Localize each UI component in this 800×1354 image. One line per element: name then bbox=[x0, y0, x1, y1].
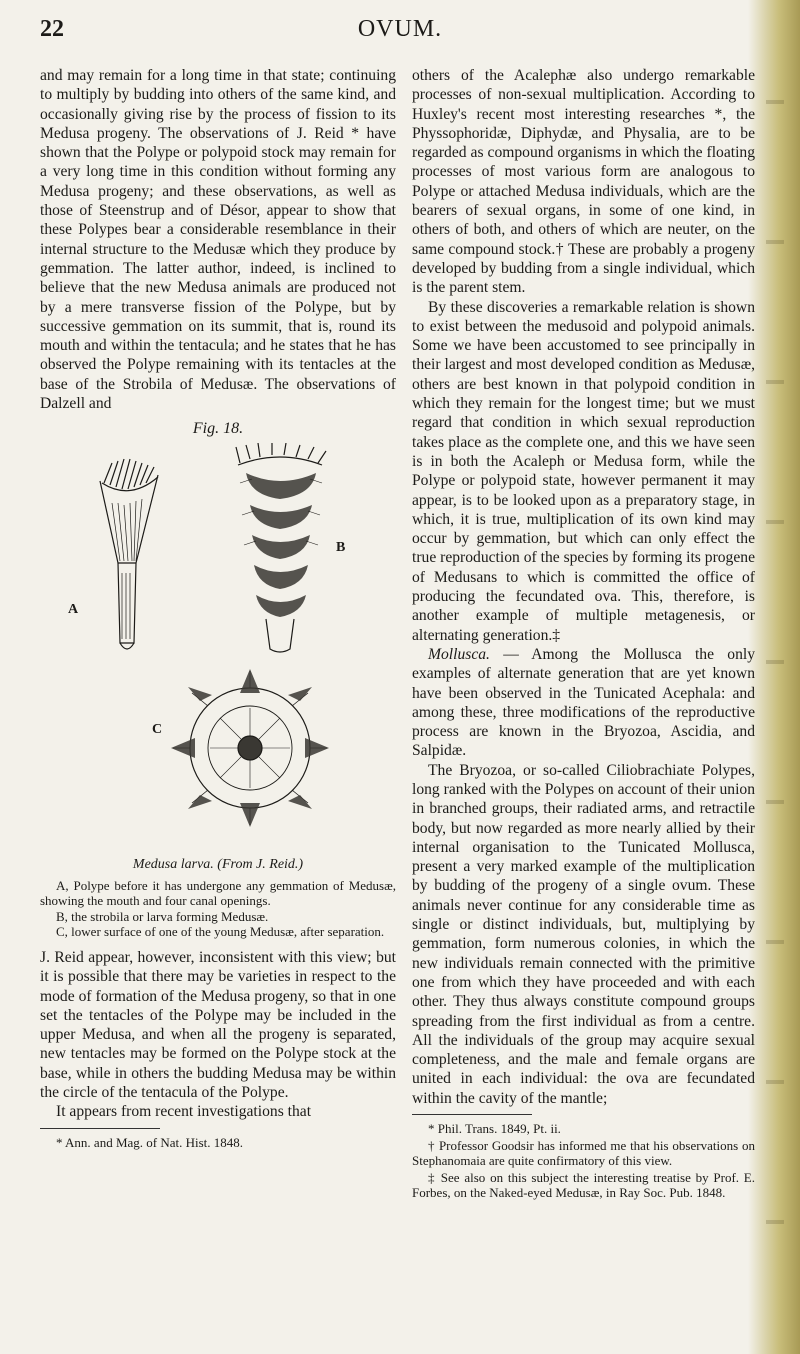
page-edge-binding bbox=[748, 0, 800, 1354]
caption-a: A, Polype before it has undergone any gemmation of Medusæ, showing the mouth and four canal openings. bbox=[40, 877, 396, 909]
left-column bbox=[40, 66, 396, 1151]
right-paragraph-1: others of the Acalephæ also undergo remarkable processes of non-sexual multiplication. According to Huxley's recent most interesting researches *, the Physsophoridæ, Diphydæ, and Physalia, are to be regarded as compound organisms in which the floating processes of most various form are analogous to Polype or attached Medusa individuals, which are the bearers of sexual organs, in some of one kind, in others of both, and others of which are neuter, on the same compound stock.† These are probably a progeny developed by budding from a single individual, which is the parent stem. bbox=[412, 67, 755, 297]
right-paragraph-2: By these discoveries a remarkable relation is shown to exist between the medusoid and polypoid animals. Some we have been accustomed to see principally in their largest and most developed condition as Medusæ, others are best known in that polypoid condition in which they remain for the longest time; but we must regard that condition in which sexual reproduction takes place as the complete one, and this we have seen is in both the Acaleph or Medusa form, while the Polype or polypoid state, however permanent it may appear, is to be looked upon as a preparatory stage, in which, it is true, multiplication of its own kind may occur by gemmation, but which can only effect the true reproduction of the species by forming its progene of Medusans to which is committed the office of producing the fecundated ova. This, therefore, is another example of multiple metagenesis, or alternating generation.‡ bbox=[412, 298, 755, 644]
figure-caption-title bbox=[40, 855, 396, 874]
figure-c-young-medusa bbox=[171, 669, 329, 827]
page-header bbox=[40, 16, 760, 50]
figure-b-strobila bbox=[236, 443, 326, 652]
right-footnote-1: * Phil. Trans. 1849, Pt. ii. bbox=[428, 1121, 561, 1137]
left-paragraph-2: J. Reid appear, however, inconsistent with this view; but it is possible that there may be varieties in respect to the mode of formation of the Medusa progeny, so that in one set the tentacles of the Polype may be included in the upper Medusa, and when all the progeny is separated, new tentacles may be formed on the Polype stock at the base, while in others the budding Medusa may be within the circle of the tentacula of the Polype. bbox=[40, 948, 396, 1102]
right-column bbox=[412, 66, 755, 1202]
figure-letter-a: A bbox=[68, 601, 79, 617]
caption-b: B, the strobila or larva forming Medusæ. bbox=[56, 908, 269, 924]
figure-medusa-larva bbox=[40, 443, 396, 853]
figure-letter-b: B bbox=[336, 539, 346, 555]
figure-caption bbox=[40, 878, 396, 940]
left-paragraph-1: and may remain for a long time in that state; continuing to multiply by budding into others of the same kind, and occasionally giving rise by the process of fission to its Medusa progeny. The observations of J. Reid * have shown that the Polype or polypoid stock may remain for a very long time in this condition without forming any Medusa progeny; and these observations, as well as those of Steenstrup and of Désor, appear to show that these Polypes bear a considerable resemblance in their internal structure to the Medusæ which they produce by gemmation. The latter author, indeed, is inclined to believe that the new Medusa animals are produced not by a mere transverse fission of the Polype, but by successive gemmation on its summit, that is, round its mouth and within the tentacula; and he states that he has observed the Polype remaining with its tentacles at the base of the Strobila of Medusæ. The observations of Dalzell and bbox=[40, 67, 396, 413]
figure-label: Fig. 18. bbox=[192, 420, 244, 438]
figure-a-polype bbox=[100, 459, 158, 649]
medusa-larva-illustration bbox=[40, 443, 396, 853]
mollusca-heading: Mollusca. bbox=[428, 645, 490, 663]
caption-c: C, lower surface of one of the young Medusæ, after separation. bbox=[56, 924, 385, 940]
running-title: OVUM. bbox=[357, 16, 443, 42]
mollusca-body: — Among the Mollusca the only examples of alternate generation that are yet known have been observed in the Tunicated Acephala: and among these, three modifications of the reproductive process are known in the Bryozoa, Ascidia, and Salpidæ. bbox=[412, 645, 755, 760]
caption-source-text: (From J. Reid.) bbox=[217, 856, 304, 872]
right-paragraph-3 bbox=[412, 645, 755, 761]
page-number: 22 bbox=[40, 16, 64, 42]
figure-letter-c: C bbox=[152, 721, 163, 737]
right-footnote-3: ‡ See also on this subject the interesting treatise by Prof. E. Forbes, on the Naked-eyed Medusæ, in Ray Soc. Pub. 1848. bbox=[412, 1169, 755, 1201]
footnote-divider bbox=[40, 1128, 160, 1129]
right-footnotes bbox=[412, 1121, 755, 1201]
left-footnote-1: * Ann. and Mag. of Nat. Hist. 1848. bbox=[56, 1134, 244, 1150]
right-footnote-2: † Professor Goodsir has informed me that his observations on Stephanomaia are quite confirmatory of this view. bbox=[412, 1137, 755, 1169]
footnote-divider-right bbox=[412, 1114, 532, 1115]
left-footnotes bbox=[40, 1135, 396, 1151]
right-paragraph-4: The Bryozoa, or so-called Ciliobrachiate Polypes, long ranked with the Polypes on account of their union in branched groups, their radiated arms, and retractile body, but now regarded as more nearly allied by their internal organisation to the Tunicated Mollusca, present a very marked example of the multiplication by budding of the progeny of a single ovum. These animals never continue for any considerable time as single or distinct individuals, but, multiplying by gemmation, form numerous colonies, in which the new individuals remain connected with the primitive one from which they have proceeded and with each other. They thus always constitute compound groups spreading from the first individual as from a centre. All the individuals of the group may acquire sexual completeness, and the male and female organs are united in each individual: the ova are fecundated within the cavity of the mantle; bbox=[412, 761, 755, 1107]
left-paragraph-3: It appears from recent investigations that bbox=[56, 1103, 312, 1121]
caption-title-text: Medusa larva. bbox=[132, 856, 214, 872]
